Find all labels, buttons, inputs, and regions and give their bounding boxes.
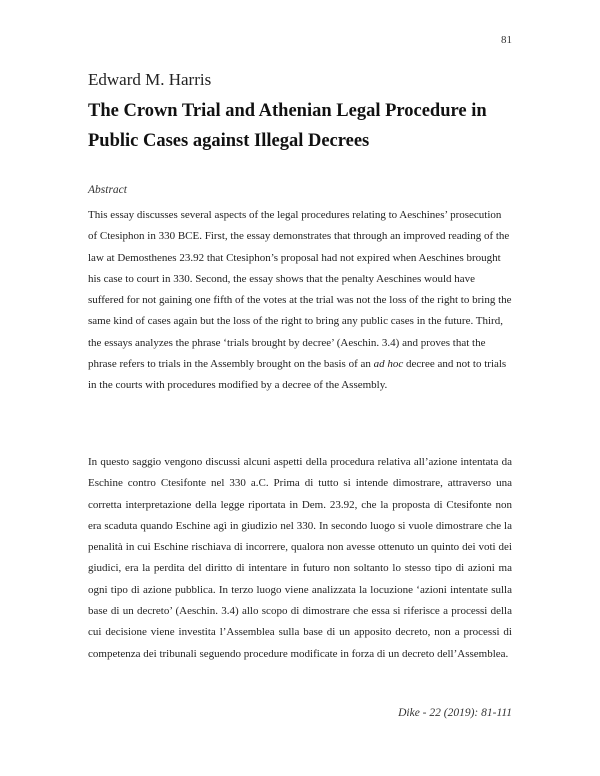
paper-title	[88, 96, 528, 156]
title-line-1: The Crown Trial and Athenian Legal Procedure in	[88, 101, 487, 121]
abstract-heading: Abstract	[88, 184, 127, 196]
abstract-english-italic: ad hoc	[373, 358, 404, 371]
title-line-2: Public Cases against Illegal Decrees	[88, 131, 370, 151]
abstract-italian-paragraph: In questo saggio vengono discussi alcuni aspetti della procedura relativa all’azione intentata da Eschine contro Ctesifonte nel 330 a.C. Prima di tutto si intende dimostrare, attraverso una corretta interpretazione della legge riportata in Dem. 23.92, che la proposta di Ctesifonte non era scaduta quando Eschine agì in giudizio nel 330. In secondo luogo si vuole dimostrare che la penalità in cui Eschine rischiava di incorrere, qualora non avesse ottenuto un quinto dei voti dei giudici, era la perdita del diritto di intentare in futuro non soltanto lo stesso tipo di azioni ma ogni tipo di azione pubblica. In terzo luogo viene analizzata la locuzione ‘azioni intentate sulla base di un decreto’ (Aeschin. 3.4) allo scopo di dimostrare che essa si riferisce a processi della cui decisione viene investita l’Assemblea sulla base di un apposito decreto, non a processi di competenza dei tribunali seguendo procedure modificate in forza di un decreto dell’Assemblea.	[88, 456, 512, 660]
abstract-english-text-1: This essay discusses several aspects of the legal procedures relating to Aeschines’ prosecution of Ctesiphon in 330 BCE. First, the essay demonstrates that through an improved reading of the law at Demosthenes 23.92 that Ctesiphon’s proposal had not expired when Aeschines brought his case to court in 330. Second, the essay shows that the penalty Aeschines would have suffered for not gaining one fifth of the votes at the trial was not the loss of the right to bring the same kind of cases again but the loss of the right to bring any public cases in the future. Third, the essays analyzes the phrase ‘trials brought by decree’ (Aeschin. 3.4) and proves that the phrase refers to trials in the Assembly brought on the basis of an	[88, 209, 512, 371]
author-name: Edward M. Harris	[88, 70, 212, 89]
abstract-english-text-2: decree and not to trials in the courts with procedures modified by a decree of the Assembly.	[88, 358, 507, 392]
abstract-english-paragraph	[88, 205, 512, 397]
page-number: 81	[501, 34, 512, 46]
journal-citation-footer: Dike - 22 (2019): 81-111	[398, 707, 512, 719]
